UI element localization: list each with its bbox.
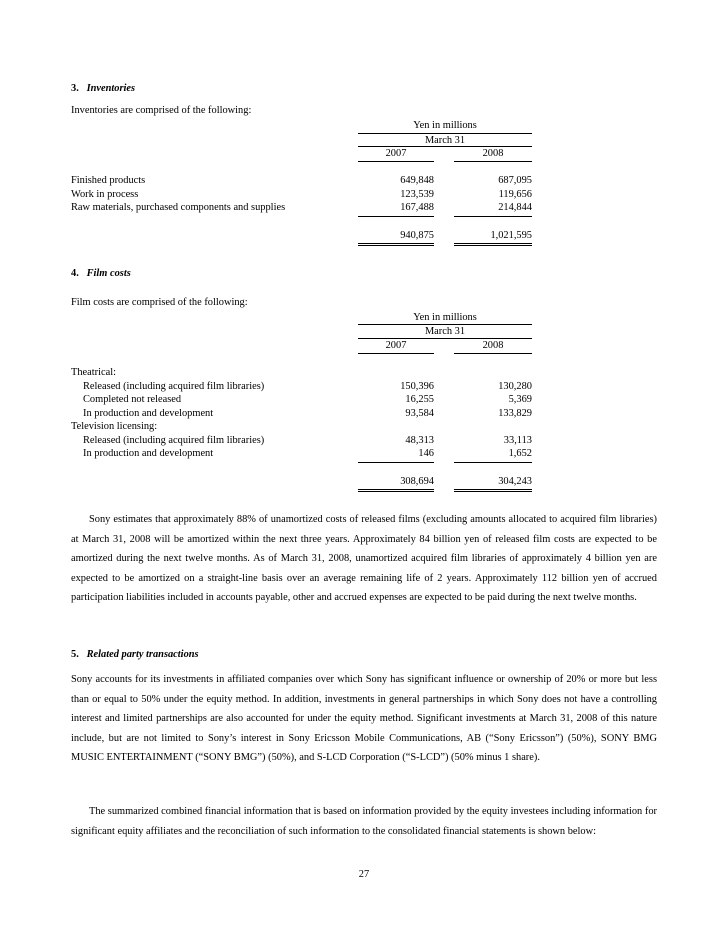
section-4-total-rule-2007 — [358, 489, 434, 490]
table-cell-2008: 33,113 — [503, 435, 532, 446]
section-4-total-2007: 308,694 — [400, 476, 434, 487]
section-3-col-rule-2007 — [358, 161, 434, 162]
section-4-subtotal-rule-2007 — [358, 462, 434, 463]
section-3-total-double-rule-2007 — [358, 245, 434, 246]
section-4-header-rule — [358, 324, 532, 325]
table-cell-2007: 649,848 — [400, 175, 434, 186]
table-cell-2007: 167,488 — [400, 202, 434, 213]
table-cell-2007: 93,584 — [405, 408, 434, 419]
section-3-header-rule — [358, 133, 532, 134]
section-3-heading — [71, 84, 135, 94]
section-3-col-rule-2008 — [454, 161, 532, 162]
table-row-label: Finished products — [71, 175, 146, 186]
table-row-label: In production and development — [83, 448, 214, 459]
table-cell-2008: 119,656 — [498, 189, 532, 200]
section-3-number: 3. — [71, 83, 79, 94]
section-3-total-double-rule-2008 — [454, 245, 532, 246]
section-3-total-rule-2008 — [454, 243, 532, 244]
page-number: 27 — [358, 869, 370, 880]
section-4-heading — [71, 269, 131, 279]
television-licensing-label: Television licensing: — [71, 421, 158, 432]
section-4-date-rule — [358, 338, 532, 339]
related-party-paragraph-1: Sony accounts for its investments in affiliated companies over which Sony has significant influence or ownership of 20% or more but less than or equal to 50% under the equity method. In addition, investments in general partnerships in which Sony does not have a controlling interest and limited partnerships are also accounted for under the equity method. Significant investments at March 31, 2008 of this nature include, but are not limited to Sony’s interest in Sony Ericsson Mobile Communications, AB (“Sony Ericsson”) (50%), SONY BMG MUSIC ENTERTAINMENT (“SONY BMG”) (50%), and S-LCD Corporation (“S-LCD”) (50% minus 1 share). — [71, 674, 657, 763]
table-cell-2007: 146 — [418, 448, 434, 459]
section-3-subtotal-rule-2008 — [454, 216, 532, 217]
table-cell-2007: 123,539 — [400, 189, 434, 200]
table-row-label: Released (including acquired film libraries) — [83, 435, 265, 446]
section-4-title: Film costs — [86, 268, 131, 279]
section-3-subtotal-rule-2007 — [358, 216, 434, 217]
section-4-col-rule-2008 — [454, 353, 532, 354]
section-4-col-2008: 2008 — [482, 340, 504, 351]
section-3-col-2007: 2007 — [385, 148, 407, 159]
section-3-unit-header: Yen in millions — [413, 120, 477, 131]
section-5-number: 5. — [71, 649, 79, 660]
table-cell-2008: 214,844 — [498, 202, 532, 213]
table-cell-2008: 5,369 — [508, 394, 532, 405]
section-3-date-rule — [358, 146, 532, 147]
table-row-label: In production and development — [83, 408, 214, 419]
section-4-subtotal-rule-2008 — [454, 462, 532, 463]
section-5-title: Related party transactions — [86, 649, 199, 660]
table-cell-2008: 130,280 — [498, 381, 532, 392]
section-3-title: Inventories — [86, 83, 136, 94]
theatrical-label: Theatrical: — [71, 367, 116, 378]
section-4-total-2008: 304,243 — [498, 476, 532, 487]
section-4-col-rule-2007 — [358, 353, 434, 354]
table-cell-2008: 133,829 — [498, 408, 532, 419]
table-cell-2007: 48,313 — [405, 435, 434, 446]
table-cell-2007: 16,255 — [405, 394, 434, 405]
section-3-total-2007: 940,875 — [400, 230, 434, 241]
table-cell-2008: 687,095 — [498, 175, 532, 186]
section-3-intro: Inventories are comprised of the following: — [71, 105, 252, 116]
section-4-date-header: March 31 — [424, 326, 466, 337]
section-4-number: 4. — [71, 268, 79, 279]
section-4-col-2007: 2007 — [385, 340, 407, 351]
table-row-label: Completed not released — [83, 394, 182, 405]
table-row-label: Raw materials, purchased components and supplies — [71, 202, 286, 213]
related-party-paragraph-2: The summarized combined financial information that is based on information provided by the equity investees including information for significant equity affiliates and the reconciliation of such information to the consolidated financial statements is shown below: — [71, 806, 657, 837]
table-cell-2007: 150,396 — [400, 381, 434, 392]
section-3-date-header: March 31 — [424, 135, 466, 146]
film-costs-paragraph: Sony estimates that approximately 88% of unamortized costs of released films (excluding amounts allocated to acquired film libraries) at March 31, 2008 will be amortized within the next three years. Approximately 84 billion yen of released film costs are expected to be amortized during the next twelve months. As of March 31, 2008, unamortized acquired film libraries of approximately 4 billion yen are expected to be amortized on a straight-line basis over an average remaining life of 2 years. Approximately 112 billion yen of accrued participation liabilities included in accounts payable, other and accrued expenses are expected to be paid during the next twelve months. — [71, 514, 657, 603]
section-5-heading — [71, 650, 199, 660]
table-row-label: Released (including acquired film libraries) — [83, 381, 265, 392]
table-cell-2008: 1,652 — [508, 448, 532, 459]
section-3-total-2008: 1,021,595 — [490, 230, 532, 241]
section-4-total-rule-2008 — [454, 489, 532, 490]
section-3-col-2008: 2008 — [482, 148, 504, 159]
section-3-total-rule-2007 — [358, 243, 434, 244]
section-4-total-double-rule-2007 — [358, 491, 434, 492]
section-4-unit-header: Yen in millions — [413, 312, 477, 323]
section-4-total-double-rule-2008 — [454, 491, 532, 492]
table-row-label: Work in process — [71, 189, 139, 200]
section-4-intro: Film costs are comprised of the following: — [71, 297, 248, 308]
